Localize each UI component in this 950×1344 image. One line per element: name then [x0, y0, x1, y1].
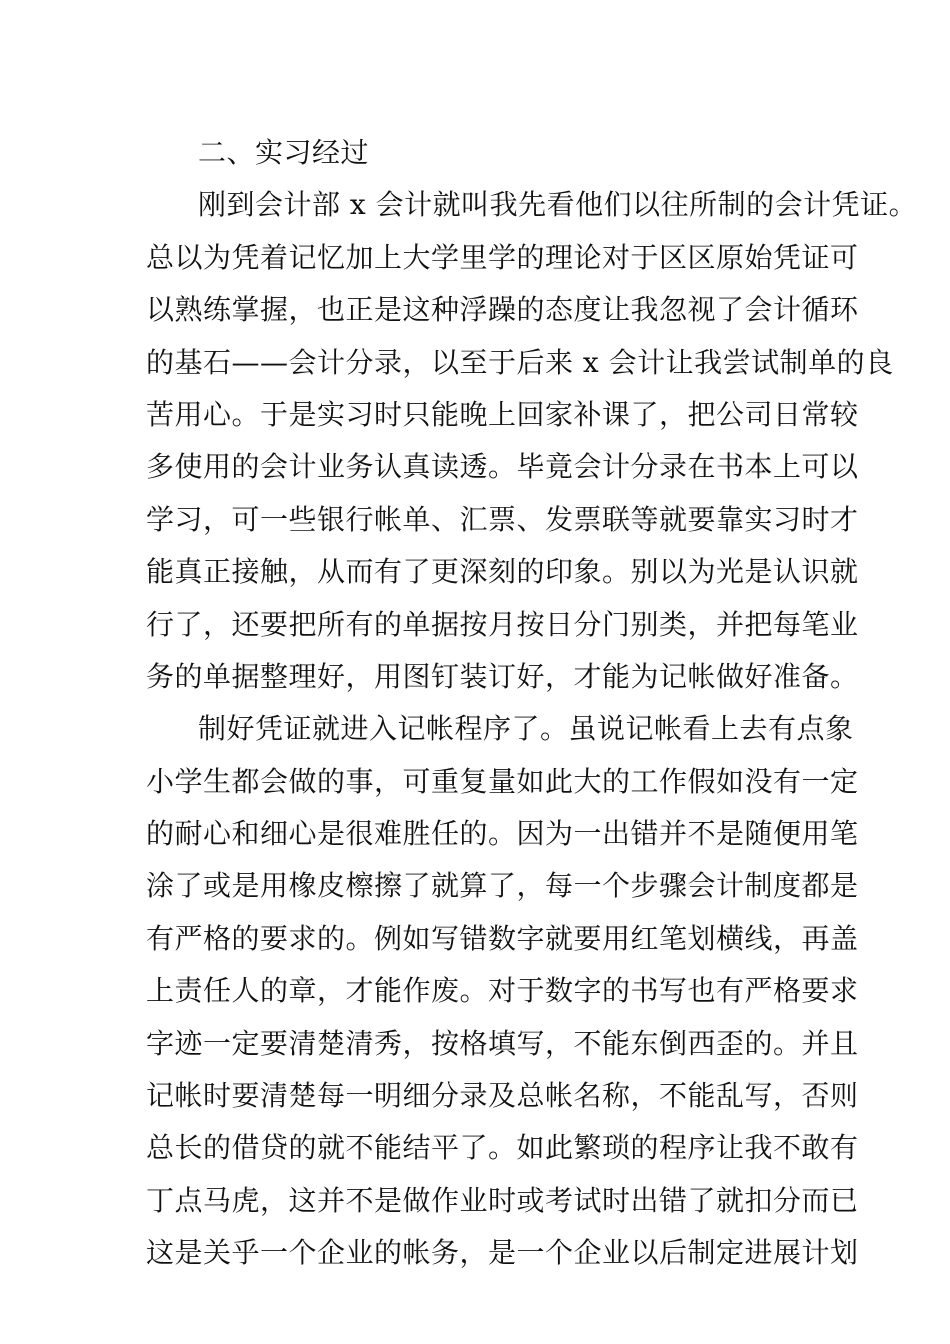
document-body — [146, 127, 918, 1280]
paragraph-line: 制好凭证就进入记帐程序了。虽说记帐看上去有点象 — [198, 712, 854, 746]
paragraph-line: 行了，还要把所有的单据按月按日分门别类，并把每笔业 — [146, 607, 859, 641]
paragraph-line: 丁点马虎，这并不是做作业时或考试时出错了就扣分而已 — [146, 1183, 859, 1217]
paragraph-line: 多使用的会计业务认真读透。毕竟会计分录在书本上可以 — [146, 450, 859, 484]
paragraph-line: 记帐时要清楚每一明细分录及总帐名称，不能乱写，否则 — [146, 1079, 859, 1113]
paragraph-line: 刚到会计部 x 会计就叫我先看他们以往所制的会计凭证。 — [198, 188, 918, 222]
paragraph-line: 务的单据整理好，用图钉装订好，才能为记帐做好准备。 — [146, 659, 859, 693]
paragraph-line: 涂了或是用橡皮檫擦了就算了，每一个步骤会计制度都是 — [146, 869, 859, 903]
paragraph-line: 能真正接触，从而有了更深刻的印象。别以为光是认识就 — [146, 555, 859, 589]
paragraph-line: 的基石——会计分录，以至于后来 x 会计让我尝试制单的良 — [146, 345, 894, 379]
paragraph-line: 的耐心和细心是很难胜任的。因为一出错并不是随便用笔 — [146, 817, 859, 851]
paragraph-line: 小学生都会做的事，可重复量如此大的工作假如没有一定 — [146, 764, 859, 798]
paragraph-1 — [146, 179, 918, 703]
paragraph-line: 字迹一定要清楚清秀，按格填写，不能东倒西歪的。并且 — [146, 1026, 859, 1060]
paragraph-line: 以熟练掌握，也正是这种浮躁的态度让我忽视了会计循环 — [146, 293, 859, 327]
paragraph-line: 总长的借贷的就不能结平了。如此繁琐的程序让我不敢有 — [146, 1131, 859, 1165]
paragraph-line: 上责任人的章，才能作废。对于数字的书写也有严格要求 — [146, 974, 859, 1008]
paragraph-line: 学习，可一些银行帐单、汇票、发票联等就要靠实习时才 — [146, 502, 859, 536]
paragraph-line: 这是关乎一个企业的帐务，是一个企业以后制定进展计划 — [146, 1236, 859, 1270]
section-heading: 二、实习经过 — [198, 136, 370, 169]
paragraph-line: 苦用心。于是实习时只能晚上回家补课了，把公司日常较 — [146, 397, 859, 431]
paragraph-2 — [146, 703, 859, 1279]
paragraph-line: 有严格的要求的。例如写错数字就要用红笔划横线，再盖 — [146, 921, 859, 955]
paragraph-line: 总以为凭着记忆加上大学里学的理论对于区区原始凭证可 — [146, 240, 859, 274]
